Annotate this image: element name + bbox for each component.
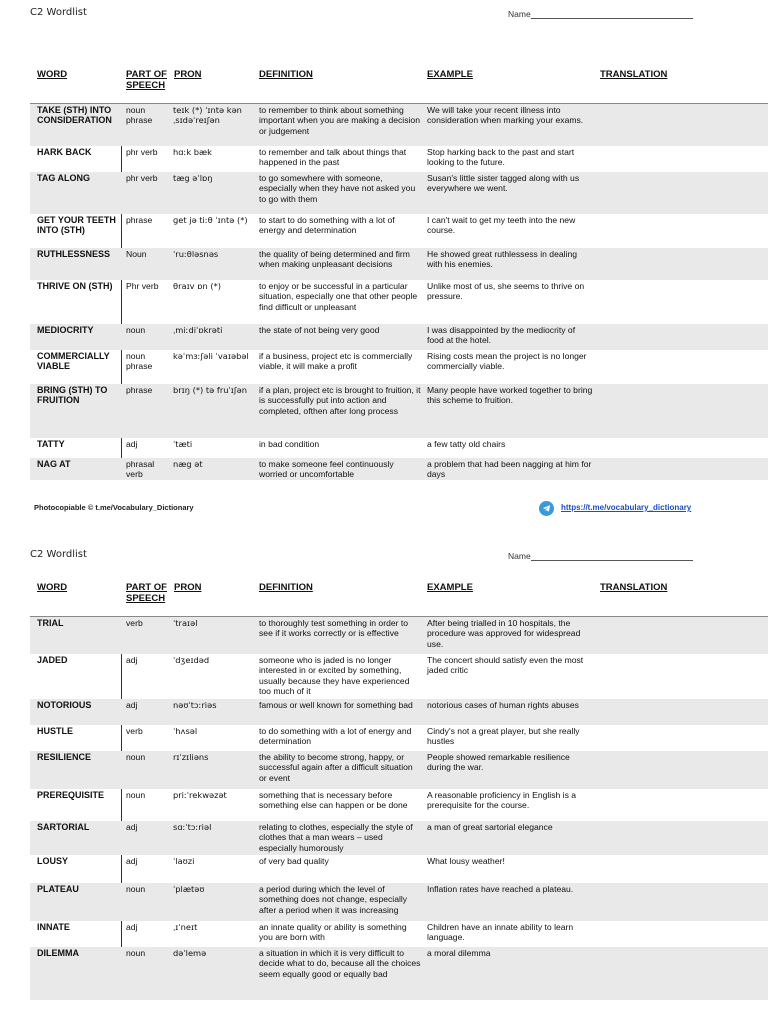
telegram-link[interactable]: https://t.me/vocabulary_dictionary: [561, 503, 692, 512]
word-cell: SARTORIAL: [37, 822, 90, 832]
sheet-title: C2 Wordlist: [30, 549, 87, 560]
table-row: [30, 458, 768, 480]
table-row: [30, 104, 768, 146]
example-cell: notorious cases of human rights abuses: [427, 700, 579, 710]
pron-cell: priːˈrekwəzət: [173, 790, 227, 800]
definition-cell: an innate quality or ability is something you are born with: [259, 922, 407, 943]
word-cell: TAKE (STH) INTO CONSIDERATION: [37, 105, 112, 126]
definition-cell: to remember to think about something important when you are making a decision or judgement: [259, 105, 420, 136]
example-cell: We will take your recent illness into consideration when marking your exams.: [427, 105, 584, 126]
name-field-line[interactable]: [531, 9, 693, 19]
pron-cell: kəˈmɜːʃəli ˈvaɪəbəl: [173, 351, 249, 361]
definition-cell: to remember and talk about things that happened in the past: [259, 147, 407, 168]
pron-cell: ˈlaʊzi: [173, 856, 195, 866]
example-cell: I was disappointed by the mediocrity of food at the hotel.: [427, 325, 576, 346]
word-cell: INNATE: [37, 922, 70, 932]
word-cell: BRING (STH) TO FRUITION: [37, 385, 108, 406]
word-cell: DILEMMA: [37, 948, 79, 958]
header-translation: TRANSLATION: [600, 69, 668, 80]
table-row: [30, 921, 768, 947]
word-cell: HARK BACK: [37, 147, 92, 157]
example-cell: Cindy's not a great player, but she really hustles: [427, 726, 580, 747]
part-of-speech-cell: noun: [126, 752, 146, 762]
part-of-speech-cell: phr verb: [126, 147, 158, 157]
table-row: [30, 248, 768, 280]
definition-cell: the ability to become strong, happy, or successful again after a difficult situation or event: [259, 752, 413, 783]
pron-cell: ˈplætəʊ: [173, 884, 205, 894]
definition-cell: to make someone feel continuously worried or uncomfortable: [259, 459, 394, 480]
part-of-speech-cell: adj: [126, 700, 138, 710]
table-row: [30, 699, 768, 725]
table-row: [30, 751, 768, 789]
header-pron: PRON: [174, 69, 202, 80]
part-of-speech-cell: adj: [126, 922, 138, 932]
part-of-speech-cell: noun phrase: [126, 351, 153, 372]
part-of-speech-cell: adj: [126, 439, 138, 449]
telegram-icon[interactable]: [539, 501, 554, 516]
part-of-speech-cell: phrasal verb: [126, 459, 155, 480]
pron-cell: ˈtæti: [173, 439, 193, 449]
part-of-speech-cell: noun: [126, 948, 146, 958]
pron-cell: ˈdʒeɪdəd: [173, 655, 210, 665]
word-cell: TRIAL: [37, 618, 64, 628]
part-of-speech-cell: noun: [126, 790, 146, 800]
example-cell: Rising costs mean the project is no longer commercially viable.: [427, 351, 587, 372]
example-cell: The concert should satisfy even the most jaded critic: [427, 655, 584, 676]
definition-cell: relating to clothes, especially the style of clothes that a man wears – used especially humorously: [259, 822, 413, 853]
word-cell: NAG AT: [37, 459, 71, 469]
part-of-speech-cell: noun: [126, 325, 146, 335]
table-row: [30, 214, 768, 248]
word-cell: COMMERCIALLY VIABLE: [37, 351, 110, 372]
definition-cell: to do something with a lot of energy and determination: [259, 726, 412, 747]
definition-cell: to thoroughly test something in order to see if it works correctly or is effective: [259, 618, 409, 639]
definition-cell: the state of not being very good: [259, 325, 380, 335]
definition-cell: to start to do something with a lot of energy and determination: [259, 215, 395, 236]
definition-cell: to enjoy or be successful in a particular situation, especially one that other people find difficult or unpleasant: [259, 281, 418, 312]
pron-cell: brɪŋ (*) tə fruˈɪʃən: [173, 385, 248, 395]
part-of-speech-cell: verb: [126, 618, 143, 628]
part-of-speech-cell: noun phrase: [126, 105, 153, 126]
pron-cell: nəʊˈtɔːriəs: [173, 700, 217, 710]
example-cell: Inflation rates have reached a plateau.: [427, 884, 574, 894]
pron-cell: hɑːk bæk: [173, 147, 212, 157]
header-definition: DEFINITION: [259, 69, 313, 80]
pron-cell: ɡet jə tiːθ ˈɪntə (*): [173, 215, 248, 225]
table-row: [30, 789, 768, 821]
word-cell: RUTHLESSNESS: [37, 249, 111, 259]
pron-cell: teɪk (*) ˈɪntə kənˌsɪdəˈreɪʃən: [173, 105, 242, 126]
part-of-speech-cell: phrase: [126, 215, 153, 225]
table-row: [30, 617, 768, 654]
word-cell: PREREQUISITE: [37, 790, 105, 800]
definition-cell: to go somewhere with someone, especially when they have not asked you to go with them: [259, 173, 416, 204]
word-cell: GET YOUR TEETH INTO (STH): [37, 215, 116, 236]
definition-cell: if a business, project etc is commercially viable, it will make a profit: [259, 351, 413, 372]
wordlist-page-2: [0, 542, 768, 1024]
part-of-speech-cell: adj: [126, 856, 138, 866]
example-cell: a few tatty old chairs: [427, 439, 506, 449]
table-row: [30, 725, 768, 751]
sheet-title: C2 Wordlist: [30, 7, 87, 18]
table-row: [30, 384, 768, 438]
header-word: WORD: [37, 582, 68, 593]
pron-cell: ˈruːθləsnəs: [173, 249, 219, 259]
definition-cell: in bad condition: [259, 439, 320, 449]
example-cell: a moral dilemma: [427, 948, 491, 958]
word-cell: PLATEAU: [37, 884, 79, 894]
word-cell: MEDIOCRITY: [37, 325, 94, 335]
part-of-speech-cell: verb: [126, 726, 143, 736]
word-cell: THRIVE ON (STH): [37, 281, 113, 291]
table-row: [30, 855, 768, 883]
part-of-speech-cell: Noun: [126, 249, 147, 259]
example-cell: a man of great sartorial elegance: [427, 822, 553, 832]
table-row: [30, 146, 768, 172]
name-label: Name: [508, 551, 531, 561]
definition-cell: something that is necessary before something else can happen or be done: [259, 790, 408, 811]
example-cell: Unlike most of us, she seems to thrive on pressure.: [427, 281, 585, 302]
part-of-speech-cell: Phr verb: [126, 281, 159, 291]
word-cell: LOUSY: [37, 856, 69, 866]
table-row: [30, 654, 768, 699]
part-of-speech-cell: phr verb: [126, 173, 158, 183]
example-cell: What lousy weather!: [427, 856, 505, 866]
table-row: [30, 350, 768, 384]
pron-cell: ˌɪˈneɪt: [173, 922, 198, 932]
header-example: EXAMPLE: [427, 69, 473, 80]
pron-cell: ˌmiːdiˈɒkrəti: [173, 325, 223, 335]
pron-cell: dəˈlemə: [173, 948, 207, 958]
example-cell: A reasonable proficiency in English is a prerequisite for the course.: [427, 790, 577, 811]
pron-cell: sɑːˈtɔːriəl: [173, 822, 212, 832]
example-cell: After being trialled in 10 hospitals, the procedure was approved for widespread use.: [427, 618, 581, 649]
part-of-speech-cell: phrase: [126, 385, 153, 395]
name-label: Name: [508, 9, 531, 19]
pron-cell: tæg əˈlɒŋ: [173, 173, 213, 183]
example-cell: He showed great ruthlessess in dealing with his enemies.: [427, 249, 578, 270]
example-cell: Stop harking back to the past and start looking to the future.: [427, 147, 575, 168]
definition-cell: a period during which the level of something does not change, especially after a period when it was increasing: [259, 884, 408, 915]
definition-cell: the quality of being determined and firm when making unpleasant decisions: [259, 249, 410, 270]
word-cell: NOTORIOUS: [37, 700, 92, 710]
word-cell: HUSTLE: [37, 726, 73, 736]
pron-cell: ˈtraɪəl: [173, 618, 198, 628]
word-cell: RESILIENCE: [37, 752, 92, 762]
part-of-speech-cell: adj: [126, 655, 138, 665]
example-cell: I can't wait to get my teeth into the new course.: [427, 215, 576, 236]
table-row: [30, 947, 768, 1000]
example-cell: Susan's little sister tagged along with us everywhere we went.: [427, 173, 580, 194]
definition-cell: a situation in which it is very difficult to decide what to do, because all the choices seem equally good or equally bad: [259, 948, 421, 979]
header-pron: PRON: [174, 582, 202, 593]
part-of-speech-cell: adj: [126, 822, 138, 832]
example-cell: Children have an innate ability to learn language.: [427, 922, 574, 943]
table-row: [30, 821, 768, 855]
table-row: [30, 324, 768, 350]
table-row: [30, 438, 768, 458]
definition-cell: of very bad quality: [259, 856, 329, 866]
header-word: WORD: [37, 69, 68, 80]
name-field-line[interactable]: [531, 551, 693, 561]
header-part-of-speech: PART OF SPEECH: [126, 69, 167, 91]
part-of-speech-cell: noun: [126, 884, 146, 894]
word-cell: JADED: [37, 655, 68, 665]
header-translation: TRANSLATION: [600, 582, 668, 593]
example-cell: a problem that had been nagging at him for days: [427, 459, 592, 480]
word-cell: TAG ALONG: [37, 173, 90, 183]
pron-cell: ˈhʌsəl: [173, 726, 198, 736]
pron-cell: rɪˈzɪliəns: [173, 752, 209, 762]
example-cell: Many people have worked together to bring this scheme to fruition.: [427, 385, 593, 406]
example-cell: People showed remarkable resilience during the war.: [427, 752, 570, 773]
header-definition: DEFINITION: [259, 582, 313, 593]
header-part-of-speech: PART OF SPEECH: [126, 582, 167, 604]
header-example: EXAMPLE: [427, 582, 473, 593]
pron-cell: næg ət: [173, 459, 203, 469]
word-cell: TATTY: [37, 439, 65, 449]
definition-cell: famous or well known for something bad: [259, 700, 413, 710]
copyright-note: Photocopiable © t.me/Vocabulary_Dictionary: [34, 503, 194, 512]
table-row: [30, 883, 768, 921]
definition-cell: if a plan, project etc is brought to fruition, it is successfully put into action and completed, ofthen after long process: [259, 385, 421, 416]
table-row: [30, 172, 768, 214]
table-row: [30, 280, 768, 324]
pron-cell: θraɪv ɒn (*): [173, 281, 221, 291]
definition-cell: someone who is jaded is no longer interested in or excited by something, usually because they have experienced too much of it: [259, 655, 410, 696]
